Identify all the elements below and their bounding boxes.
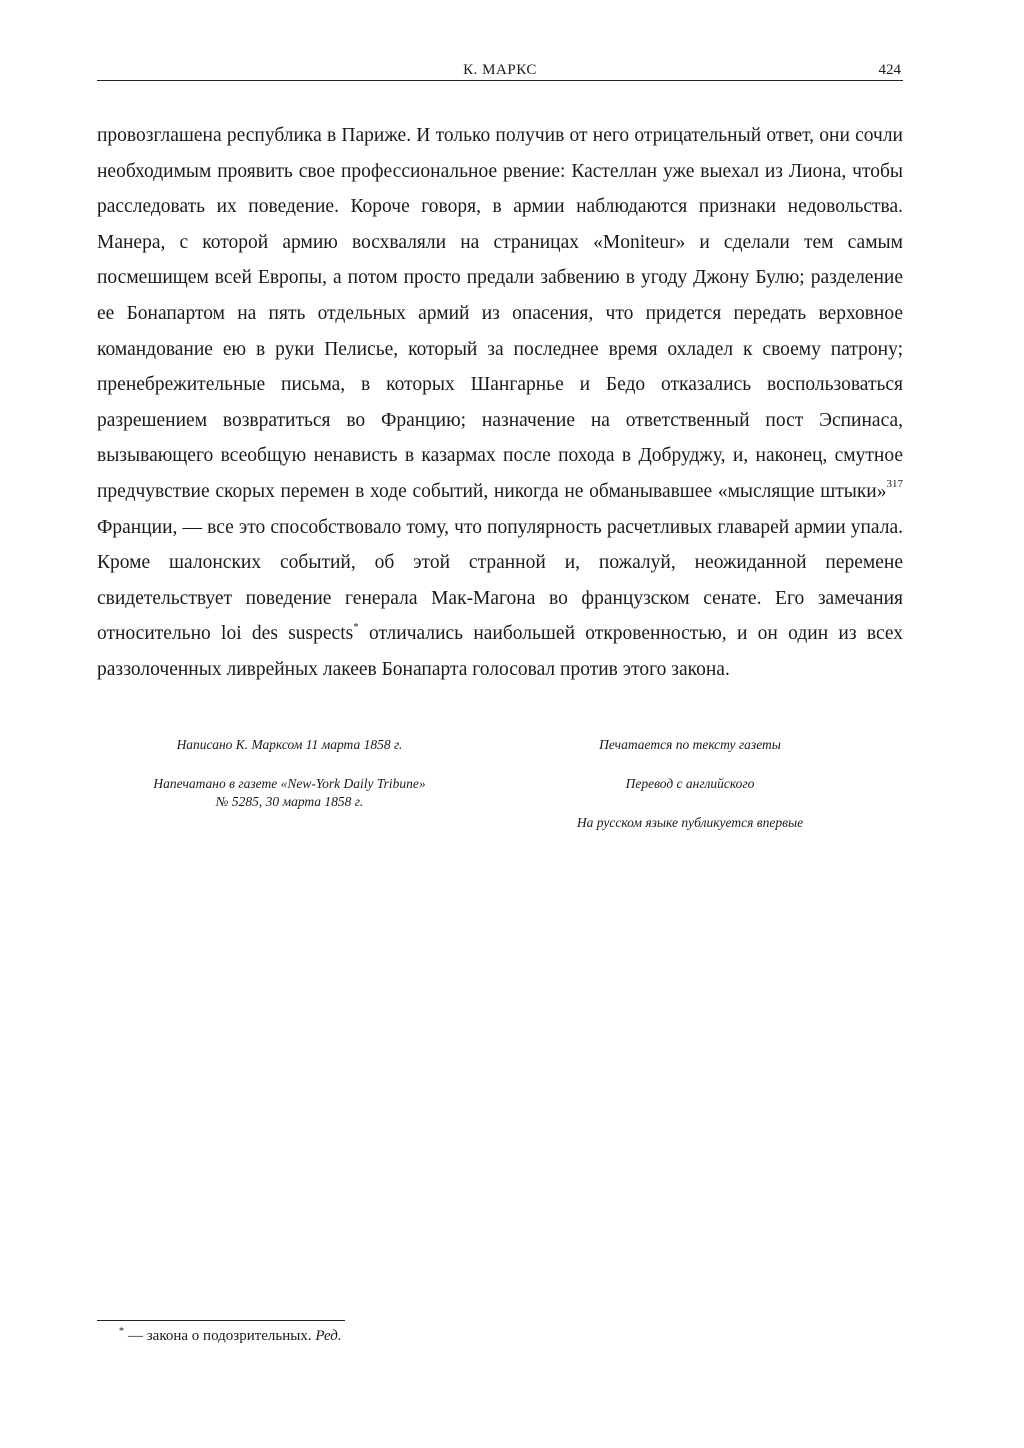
source-note: Печатается по тексту газеты	[599, 737, 781, 752]
translation-note: Перевод с английского	[625, 776, 755, 791]
written-date: Написано К. Марксом 11 марта 1858 г.	[176, 737, 403, 752]
footnote-divider	[97, 1320, 345, 1321]
running-header	[97, 60, 903, 81]
first-publication-note: На русском языке публикуется впервые	[576, 815, 804, 830]
footnote-text: — закона о подозрительных.	[128, 1328, 316, 1344]
footnote-marker: *	[353, 620, 359, 633]
published-line-1: Напечатано в газете «New-York Daily Tribune»	[153, 776, 426, 791]
reference-317: 317	[886, 478, 903, 491]
text-part-2: Франции, — все это способствовало тому, что популярность расчетливых главарей армии упала. Кроме шалонских событий, об этой странной и, пожалуй, неожиданной перемене свидетельствует поведение генерала Мак-Магона во французском сенате. Его замечания относительно loi des suspects	[97, 516, 903, 645]
main-text	[97, 118, 903, 688]
published-line-2: № 5285, 30 марта 1858 г.	[215, 794, 364, 809]
source-info	[540, 736, 840, 853]
text-part-3: отличались наибольшей откровенностью, и он один из всех раззолоченных ливрейных лакеев Бонапарта голосовал против этого закона.	[97, 623, 903, 680]
footnote-editor: Ред.	[315, 1328, 342, 1344]
header-title: К. МАРКС	[463, 62, 537, 78]
footnote-mark: *	[119, 1326, 124, 1337]
text-part-1: провозглашена республика в Париже. И только получив от него отрицательный ответ, они сочли необходимым проявить свое профессиональное рвение: Кастеллан уже выехал из Лиона, чтобы расследовать их поведение. Короче говоря, в армии наблюдаются признаки недовольства. Манера, с которой армию восхваляли на страницах «Moniteur» и сделали тем самым посмешищем всей Европы, а потом просто предали забвению в угоду Джону Булю; разделение ее Бонапартом на пять отдельных армий из опасения, что придется передать верховное командование ею в руки Пелисье, который за последнее время охладел к своему патрону; пренебрежительные письма, в которых Шангарнье и Бедо отказались воспользоваться разрешением возвратиться во Францию; назначение на ответственный пост Эспинаса, вызывающего всеобщую ненависть в казармах после похода в Добруджу, и, наконец, смутное предчувствие скорых перемен в ходе событий, никогда не обманывавшее «мыслящие штыки»	[97, 125, 903, 502]
page-number: 424	[878, 62, 901, 78]
paragraph	[97, 118, 903, 688]
publication-info	[97, 736, 482, 811]
published-in	[97, 775, 482, 811]
footnote	[119, 1328, 342, 1345]
